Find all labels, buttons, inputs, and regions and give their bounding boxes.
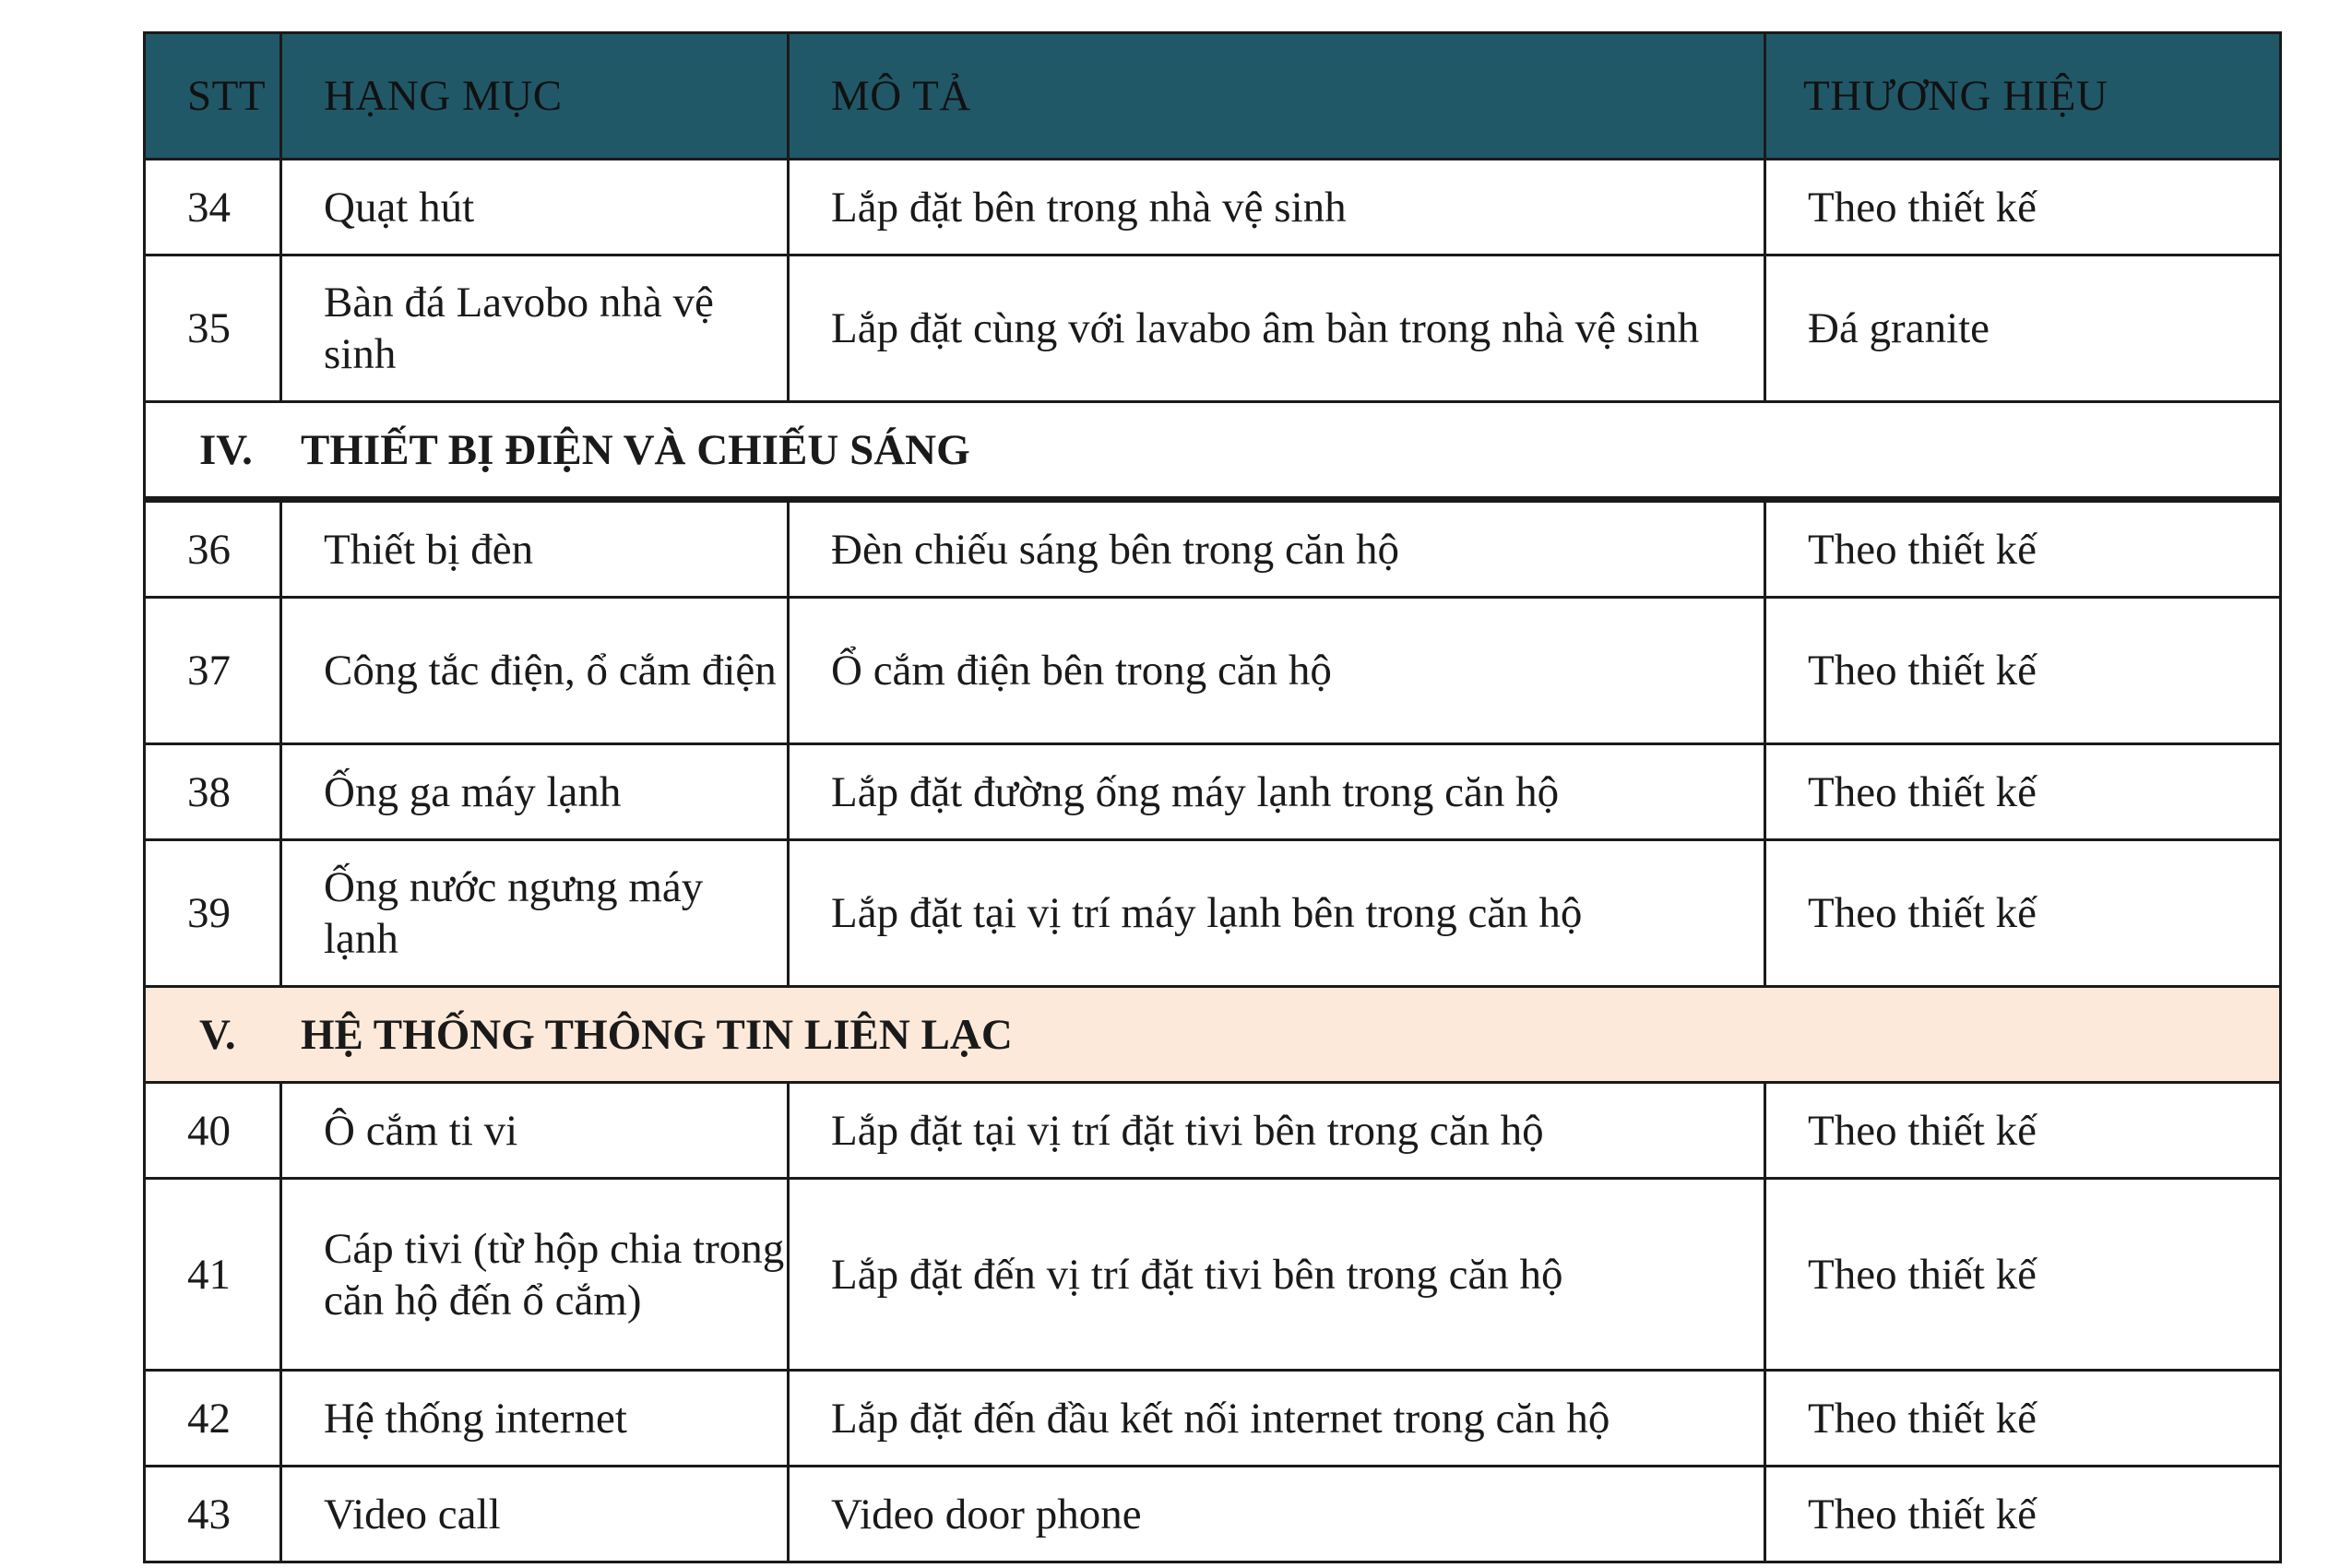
table-row: [145, 500, 2281, 598]
row-brand: Theo thiết kế: [1765, 1083, 2281, 1179]
row-brand: Đá granite: [1765, 255, 2281, 402]
section-row-v: [145, 987, 2281, 1083]
row-number: 37: [145, 598, 281, 744]
row-number: 38: [145, 744, 281, 840]
row-item: Video call: [281, 1467, 789, 1562]
specification-table: [143, 31, 2282, 1563]
column-header-description: MÔ TẢ: [789, 33, 1765, 160]
row-item: Bàn đá Lavobo nhà vệ sinh: [281, 255, 789, 402]
row-description: Lắp đặt đến đầu kết nối internet trong căn hộ: [789, 1371, 1765, 1467]
row-description: Lắp đặt tại vị trí đặt tivi bên trong căn hộ: [789, 1083, 1765, 1179]
row-description: Video door phone: [789, 1467, 1765, 1562]
row-description: Lắp đặt tại vị trí máy lạnh bên trong căn hộ: [789, 840, 1765, 987]
table-row: [145, 1083, 2281, 1179]
table-row: [145, 1179, 2281, 1371]
row-description: Lắp đặt bên trong nhà vệ sinh: [789, 160, 1765, 255]
section-number: V.: [199, 1010, 236, 1059]
table-row: [145, 1467, 2281, 1562]
row-description: Lắp đặt đến vị trí đặt tivi bên trong căn hộ: [789, 1179, 1765, 1371]
row-item: Ống nước ngưng máy lạnh: [281, 840, 789, 987]
row-brand: Theo thiết kế: [1765, 744, 2281, 840]
row-brand: Theo thiết kế: [1765, 1179, 2281, 1371]
column-header-item: HẠNG MỤC: [281, 33, 789, 160]
section-title: THIẾT BỊ ĐIỆN VÀ CHIẾU SÁNG: [301, 425, 970, 474]
row-description: Lắp đặt đường ống máy lạnh trong căn hộ: [789, 744, 1765, 840]
row-brand: Theo thiết kế: [1765, 1467, 2281, 1562]
section-title: HỆ THỐNG THÔNG TIN LIÊN LẠC: [301, 1010, 1013, 1059]
table-row: [145, 840, 2281, 987]
table-header: [145, 33, 2281, 160]
row-brand: Theo thiết kế: [1765, 500, 2281, 598]
row-description: Ổ cắm điện bên trong căn hộ: [789, 598, 1765, 744]
row-number: 35: [145, 255, 281, 402]
row-item: Ống ga máy lạnh: [281, 744, 789, 840]
row-item: Ô cắm ti vi: [281, 1083, 789, 1179]
column-header-brand: THƯƠNG HIỆU: [1765, 33, 2281, 160]
column-header-stt: STT: [145, 33, 281, 160]
row-description: Đèn chiếu sáng bên trong căn hộ: [789, 500, 1765, 598]
row-brand: Theo thiết kế: [1765, 840, 2281, 987]
row-brand: Theo thiết kế: [1765, 1371, 2281, 1467]
row-brand: Theo thiết kế: [1765, 598, 2281, 744]
table-row: [145, 160, 2281, 255]
document-page: [143, 31, 2279, 1563]
section-number: IV.: [199, 425, 253, 474]
row-number: 42: [145, 1371, 281, 1467]
section-heading: [145, 987, 2281, 1083]
row-item: Công tắc điện, ổ cắm điện: [281, 598, 789, 744]
section-row-iv: [145, 402, 2281, 500]
row-number: 43: [145, 1467, 281, 1562]
table-row: [145, 1371, 2281, 1467]
row-item: Cáp tivi (từ hộp chia trong căn hộ đến ổ cắm): [281, 1179, 789, 1371]
row-number: 34: [145, 160, 281, 255]
row-item: Hệ thống internet: [281, 1371, 789, 1467]
row-item: Quạt hút: [281, 160, 789, 255]
row-description: Lắp đặt cùng với lavabo âm bàn trong nhà vệ sinh: [789, 255, 1765, 402]
row-item: Thiết bị đèn: [281, 500, 789, 598]
row-brand: Theo thiết kế: [1765, 160, 2281, 255]
section-heading: [145, 402, 2281, 500]
row-number: 41: [145, 1179, 281, 1371]
row-number: 39: [145, 840, 281, 987]
row-number: 40: [145, 1083, 281, 1179]
row-number: 36: [145, 500, 281, 598]
table-row: [145, 744, 2281, 840]
table-row: [145, 255, 2281, 402]
table-row: [145, 598, 2281, 744]
